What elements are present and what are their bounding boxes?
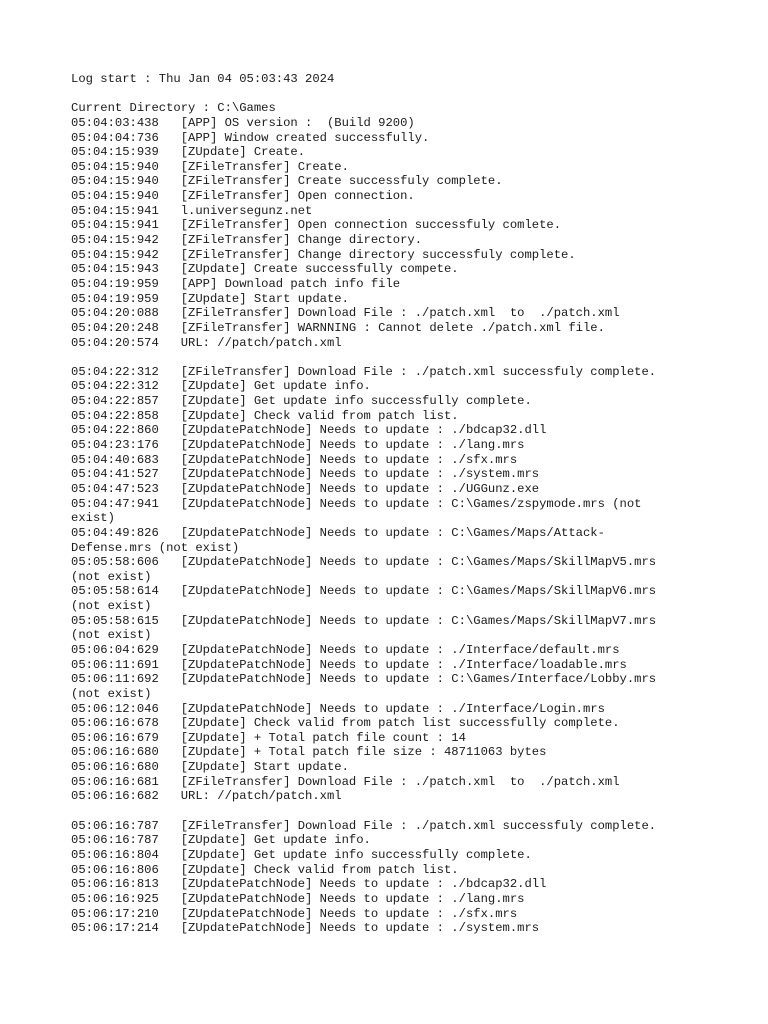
log-line: (not exist) (71, 628, 152, 643)
log-line: 05:06:16:680 [ZUpdate] Start update. (71, 760, 349, 775)
log-line: 05:06:17:214 [ZUpdatePatchNode] Needs to update : ./system.mrs (71, 921, 540, 936)
log-line: 05:04:22:857 [ZUpdate] Get update info successfully complete. (71, 394, 532, 409)
log-line: 05:04:20:248 [ZFileTransfer] WARNNING : Cannot delete ./patch.xml file. (71, 320, 605, 335)
log-line: 05:04:20:574 URL: //patch/patch.xml (71, 335, 342, 350)
log-line: 05:06:16:680 [ZUpdate] + Total patch file size : 48711063 bytes (71, 745, 547, 760)
log-line: 05:04:15:942 [ZFileTransfer] Change directory successfuly complete. (71, 247, 576, 262)
log-line: (not exist) (71, 686, 152, 701)
log-line: 05:04:04:736 [APP] Window created successfully. (71, 130, 430, 145)
blank-line (71, 804, 711, 819)
log-document (71, 72, 711, 936)
log-line: 05:06:16:682 URL: //patch/patch.xml (71, 789, 342, 804)
log-line: 05:04:49:826 [ZUpdatePatchNode] Needs to update : C:\Games/Maps/Attack- (71, 525, 605, 540)
log-line: 05:04:20:088 [ZFileTransfer] Download File : ./patch.xml to ./patch.xml (71, 306, 620, 321)
log-line: 05:06:11:692 [ZUpdatePatchNode] Needs to update : C:\Games/Interface/Lobby.mrs (71, 672, 657, 687)
log-line: (not exist) (71, 599, 152, 614)
log-line: 05:06:11:691 [ZUpdatePatchNode] Needs to update : ./Interface/loadable.mrs (71, 657, 627, 672)
log-line: 05:05:58:615 [ZUpdatePatchNode] Needs to update : C:\Games/Maps/SkillMapV7.mrs (71, 613, 657, 628)
log-line: 05:05:58:606 [ZUpdatePatchNode] Needs to update : C:\Games/Maps/SkillMapV5.mrs (71, 555, 657, 570)
log-line: Log start : Thu Jan 04 05:03:43 2024 (71, 72, 335, 86)
log-line: 05:04:41:527 [ZUpdatePatchNode] Needs to update : ./system.mrs (71, 467, 540, 482)
log-line: 05:04:22:860 [ZUpdatePatchNode] Needs to update : ./bdcap32.dll (71, 423, 547, 438)
blank-line (71, 87, 711, 102)
log-line: 05:04:47:941 [ZUpdatePatchNode] Needs to update : C:\Games/zspymode.mrs (not (71, 496, 642, 511)
log-line: 05:06:16:678 [ZUpdate] Check valid from patch list successfully complete. (71, 716, 620, 731)
log-line: 05:04:15:940 [ZFileTransfer] Create. (71, 159, 349, 174)
log-line: 05:04:15:941 [ZFileTransfer] Open connection successfuly comlete. (71, 218, 562, 233)
log-line: Current Directory : C:\Games (71, 101, 276, 116)
log-line: 05:06:17:210 [ZUpdatePatchNode] Needs to update : ./sfx.mrs (71, 906, 518, 921)
log-line: 05:04:47:523 [ZUpdatePatchNode] Needs to update : ./UGGunz.exe (71, 481, 540, 496)
log-line: Defense.mrs (not exist) (71, 540, 240, 555)
log-line: exist) (71, 511, 115, 526)
log-line: 05:06:16:787 [ZFileTransfer] Download File : ./patch.xml successfuly complete. (71, 818, 657, 833)
log-line: 05:04:15:941 l.universegunz.net (71, 203, 313, 218)
log-line: 05:06:04:629 [ZUpdatePatchNode] Needs to update : ./Interface/default.mrs (71, 642, 620, 657)
log-line: 05:04:23:176 [ZUpdatePatchNode] Needs to update : ./lang.mrs (71, 438, 525, 453)
log-line: 05:04:15:940 [ZFileTransfer] Open connection. (71, 189, 415, 204)
log-line: 05:04:15:943 [ZUpdate] Create successfully compete. (71, 262, 459, 277)
log-line: 05:04:03:438 [APP] OS version : (Build 9200) (71, 115, 415, 130)
log-line: 05:06:16:806 [ZUpdate] Check valid from patch list. (71, 862, 459, 877)
log-line: 05:06:16:804 [ZUpdate] Get update info successfully complete. (71, 847, 532, 862)
log-line: 05:04:15:940 [ZFileTransfer] Create successfuly complete. (71, 174, 503, 189)
log-line: 05:04:40:683 [ZUpdatePatchNode] Needs to update : ./sfx.mrs (71, 452, 518, 467)
log-line: 05:04:22:312 [ZUpdate] Get update info. (71, 379, 371, 394)
log-line: 05:06:16:681 [ZFileTransfer] Download File : ./patch.xml to ./patch.xml (71, 774, 620, 789)
blank-line (71, 350, 711, 365)
log-line: (not exist) (71, 569, 152, 584)
log-line: 05:05:58:614 [ZUpdatePatchNode] Needs to update : C:\Games/Maps/SkillMapV6.mrs (71, 584, 657, 599)
log-line: 05:04:15:939 [ZUpdate] Create. (71, 145, 306, 160)
log-line: 05:06:16:787 [ZUpdate] Get update info. (71, 833, 371, 848)
log-line: 05:06:16:679 [ZUpdate] + Total patch file count : 14 (71, 730, 466, 745)
log-line: 05:04:19:959 [APP] Download patch info file (71, 276, 401, 291)
log-line: 05:06:16:925 [ZUpdatePatchNode] Needs to update : ./lang.mrs (71, 891, 525, 906)
log-line: 05:04:22:858 [ZUpdate] Check valid from patch list. (71, 408, 459, 423)
log-line: 05:04:15:942 [ZFileTransfer] Change directory. (71, 233, 423, 248)
log-line: 05:04:22:312 [ZFileTransfer] Download File : ./patch.xml successfuly complete. (71, 364, 657, 379)
log-line: 05:06:12:046 [ZUpdatePatchNode] Needs to update : ./Interface/Login.mrs (71, 701, 605, 716)
log-line: 05:04:19:959 [ZUpdate] Start update. (71, 291, 349, 306)
log-line: 05:06:16:813 [ZUpdatePatchNode] Needs to update : ./bdcap32.dll (71, 877, 547, 892)
